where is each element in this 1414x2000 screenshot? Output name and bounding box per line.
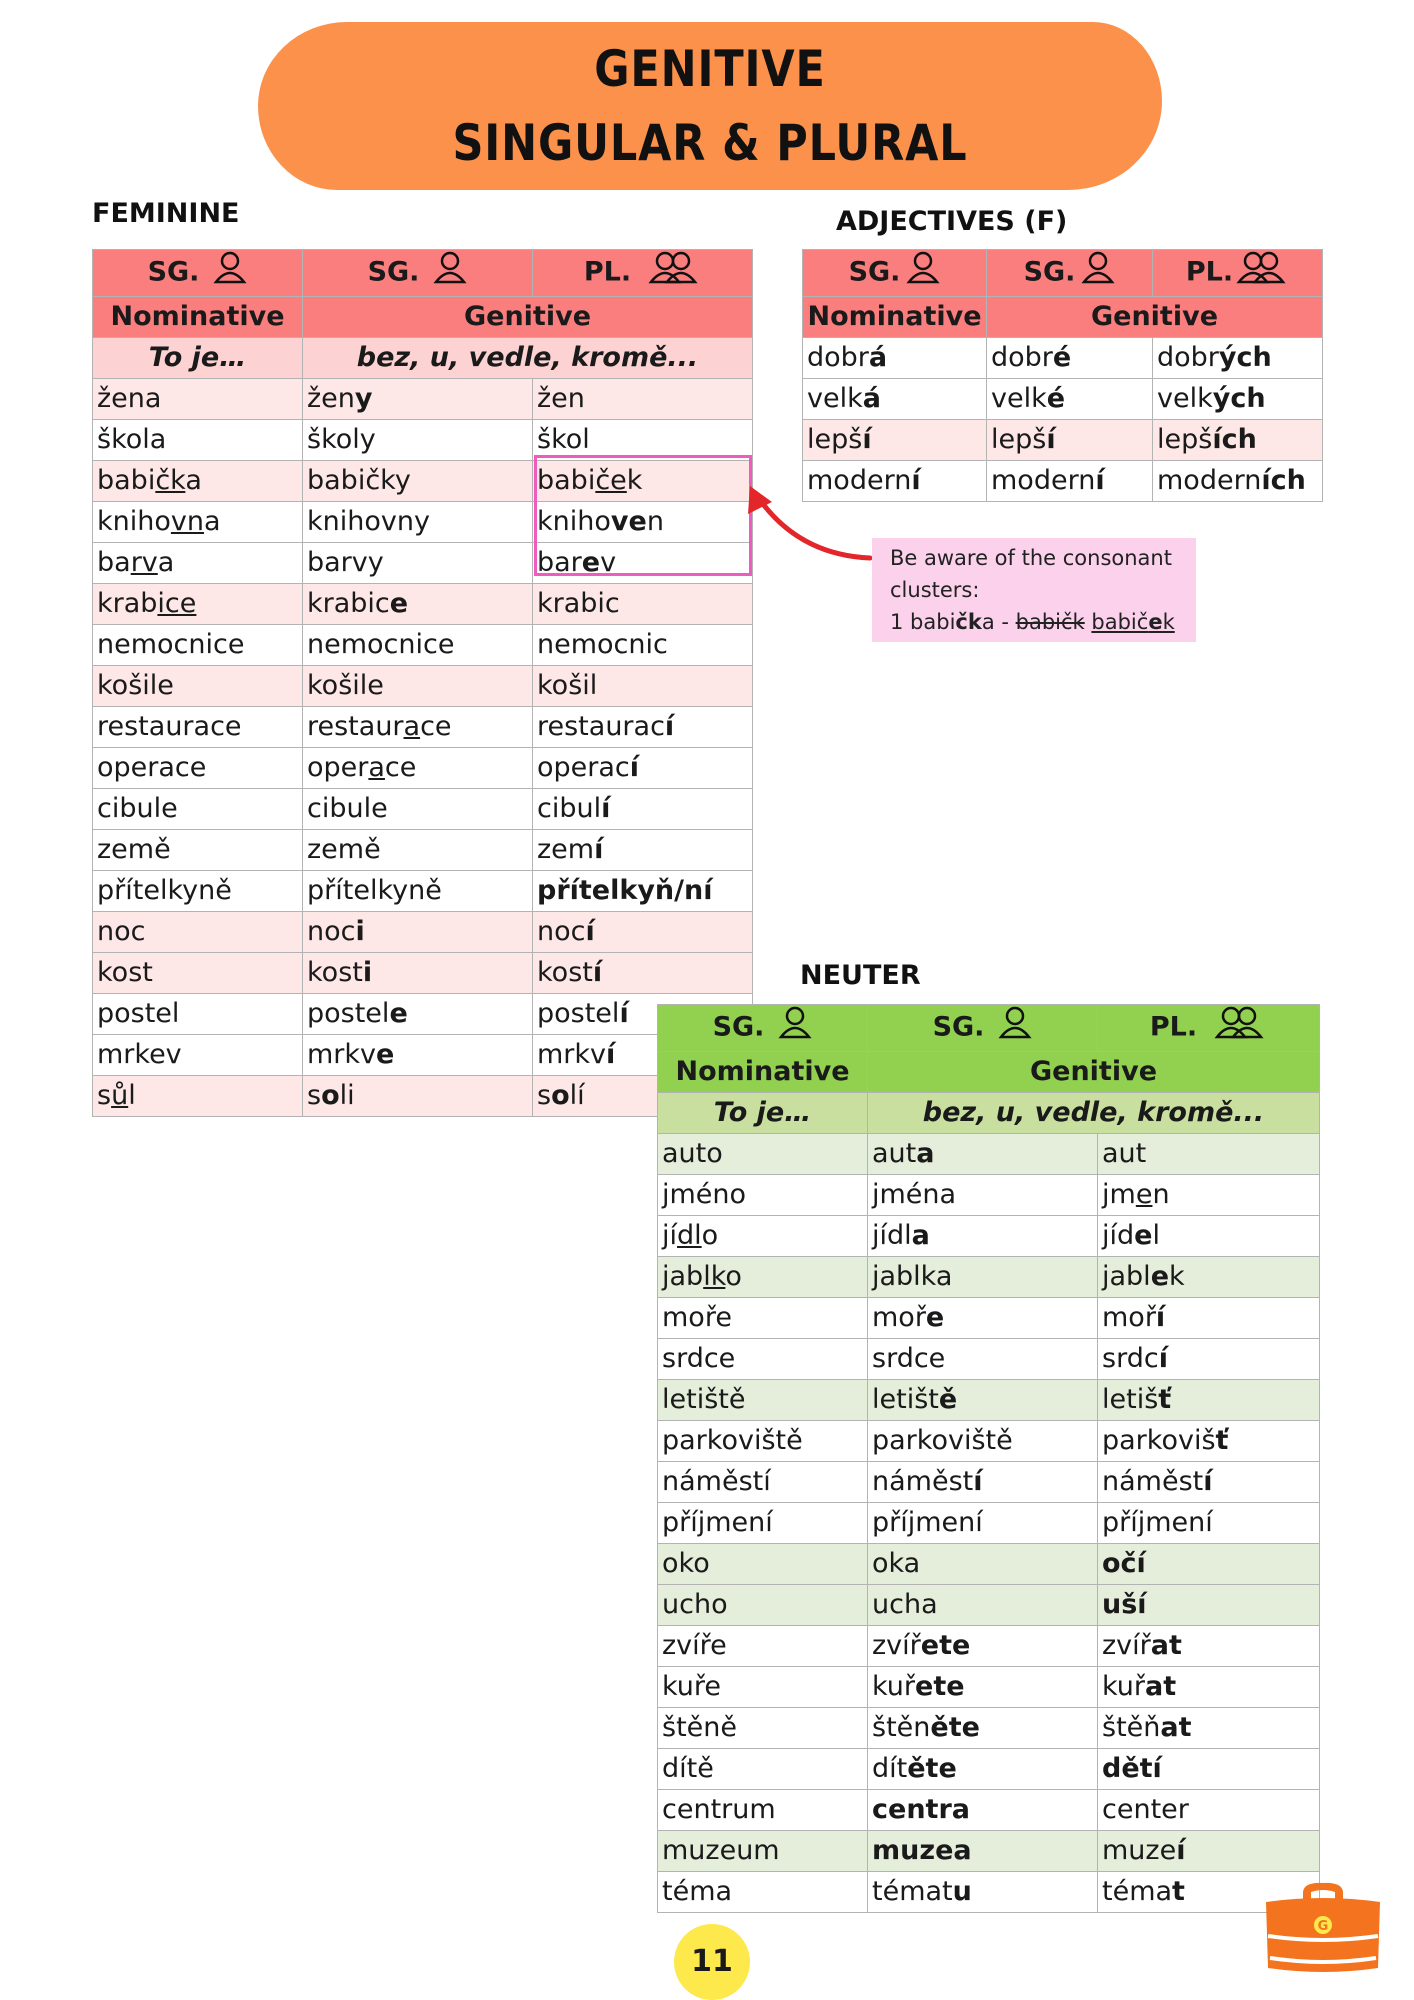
neuter-nom-cell: muzeum [658, 1831, 868, 1872]
neuter-gen-sg-cell: oka [868, 1544, 1098, 1585]
neuter-gen-sg-cell: dítěte [868, 1749, 1098, 1790]
feminine-row [93, 871, 753, 912]
neuter-gen-pl-cell: očí [1098, 1544, 1320, 1585]
feminine-nom-cell: sůl [93, 1076, 303, 1117]
neuter-nom-cell: parkoviště [658, 1421, 868, 1462]
feminine-row [93, 584, 753, 625]
neuter-row [658, 1462, 1320, 1503]
feminine-gen-sg-cell: kosti [303, 953, 533, 994]
neuter-gen-pl-cell: jablek [1098, 1257, 1320, 1298]
neuter-gen-pl-cell: letišť [1098, 1380, 1320, 1421]
consonant-note [872, 538, 1196, 642]
neuter-gen-sg-cell: jablka [868, 1257, 1098, 1298]
adjectives-table [802, 249, 1323, 502]
neuter-nom-cell: ucho [658, 1585, 868, 1626]
person-icon [213, 250, 247, 296]
neuter-nom-cell: jablko [658, 1257, 868, 1298]
feminine-nom-cell: restaurace [93, 707, 303, 748]
page-title [321, 22, 1098, 180]
neuter-gen-pl-cell: jmen [1098, 1175, 1320, 1216]
neuter-row [658, 1339, 1320, 1380]
neuter-nom-cell: jídlo [658, 1216, 868, 1257]
neuter-label: NEUTER [800, 960, 921, 991]
person-icon [778, 1005, 812, 1051]
feminine-gen-pl-cell: solí [533, 1076, 753, 1117]
feminine-nom-cell: postel [93, 994, 303, 1035]
feminine-gen-pl-cell: operací [533, 748, 753, 789]
neuter-gen-pl-cell: kuřat [1098, 1667, 1320, 1708]
svg-text:G: G [1317, 1919, 1329, 1934]
neuter-gen-sg-cell: zvířete [868, 1626, 1098, 1667]
feminine-nom-cell: noc [93, 912, 303, 953]
title-line-1: GENITIVE [594, 40, 826, 98]
neuter-table [657, 1004, 1320, 1913]
feminine-gen-pl-cell: nemocnic [533, 625, 753, 666]
adjective-gen-sg-cell: dobré [987, 338, 1153, 379]
feminine-gen-sg-cell: noci [303, 912, 533, 953]
neuter-gen-pl-cell: parkovišť [1098, 1421, 1320, 1462]
neuter-gen-pl-cell: zvířat [1098, 1626, 1320, 1667]
feminine-gen-pl-cell: kostí [533, 953, 753, 994]
neuter-gen-pl-cell: dětí [1098, 1749, 1320, 1790]
neuter-gen-pl-cell: témat [1098, 1872, 1320, 1913]
neu-nominative-header: Nominative [658, 1052, 868, 1093]
fem-genitive-header: Genitive [303, 297, 753, 338]
fem-pl-header: PL. [533, 250, 753, 297]
adj-sg-header: SG. [803, 250, 987, 297]
neu-prepositions: bez, u, vedle, kromě... [868, 1093, 1320, 1134]
feminine-nom-cell: košile [93, 666, 303, 707]
neuter-nom-cell: moře [658, 1298, 868, 1339]
feminine-nom-cell: přítelkyně [93, 871, 303, 912]
people-icon [1211, 1005, 1267, 1051]
neuter-row [658, 1257, 1320, 1298]
feminine-nom-cell: kost [93, 953, 303, 994]
feminine-row [93, 830, 753, 871]
people-icon [1233, 250, 1289, 296]
feminine-gen-sg-cell: barvy [303, 543, 533, 584]
person-icon [433, 250, 467, 296]
feminine-row [93, 953, 753, 994]
neuter-gen-sg-cell: příjmení [868, 1503, 1098, 1544]
neuter-gen-sg-cell: moře [868, 1298, 1098, 1339]
adj-nominative-header: Nominative [803, 297, 987, 338]
feminine-gen-pl-cell: cibulí [533, 789, 753, 830]
note-line-2: clusters: [890, 578, 980, 602]
neuter-gen-sg-cell: tématu [868, 1872, 1098, 1913]
adjective-gen-pl-cell: dobrých [1153, 338, 1323, 379]
adjective-gen-pl-cell: moderních [1153, 461, 1323, 502]
adj-sg-header-2: SG. [987, 250, 1153, 297]
neuter-gen-sg-cell: letiště [868, 1380, 1098, 1421]
neuter-gen-sg-cell: kuřete [868, 1667, 1098, 1708]
adjective-nom-cell: velká [803, 379, 987, 420]
neuter-nom-cell: jméno [658, 1175, 868, 1216]
neuter-row [658, 1831, 1320, 1872]
feminine-gen-pl-cell: knihoven [533, 502, 753, 543]
neuter-row [658, 1503, 1320, 1544]
feminine-nom-cell: škola [93, 420, 303, 461]
feminine-nom-cell: mrkev [93, 1035, 303, 1076]
person-icon [1081, 250, 1115, 296]
feminine-gen-sg-cell: přítelkyně [303, 871, 533, 912]
feminine-gen-sg-cell: nemocnice [303, 625, 533, 666]
neuter-row [658, 1134, 1320, 1175]
neuter-row [658, 1872, 1320, 1913]
neuter-gen-sg-cell: centra [868, 1790, 1098, 1831]
neuter-gen-pl-cell: srdcí [1098, 1339, 1320, 1380]
neuter-gen-pl-cell: uší [1098, 1585, 1320, 1626]
adjective-nom-cell: moderní [803, 461, 987, 502]
neu-sg-header-2: SG. [868, 1005, 1098, 1052]
feminine-row [93, 1035, 753, 1076]
feminine-nom-cell: cibule [93, 789, 303, 830]
neuter-gen-sg-cell: ucha [868, 1585, 1098, 1626]
feminine-nom-cell: nemocnice [93, 625, 303, 666]
neuter-gen-pl-cell: štěňat [1098, 1708, 1320, 1749]
adjective-row [803, 420, 1323, 461]
feminine-gen-sg-cell: mrkve [303, 1035, 533, 1076]
neuter-gen-pl-cell: center [1098, 1790, 1320, 1831]
feminine-gen-sg-cell: krabice [303, 584, 533, 625]
neuter-row [658, 1667, 1320, 1708]
adj-genitive-header: Genitive [987, 297, 1323, 338]
feminine-gen-sg-cell: babičky [303, 461, 533, 502]
feminine-gen-pl-cell: žen [533, 379, 753, 420]
neu-to-je: To je… [658, 1093, 868, 1134]
neuter-gen-pl-cell: jídel [1098, 1216, 1320, 1257]
feminine-nom-cell: barva [93, 543, 303, 584]
feminine-nom-cell: krabice [93, 584, 303, 625]
adjectives-label: ADJECTIVES (F) [836, 206, 1068, 237]
neuter-gen-sg-cell: jídla [868, 1216, 1098, 1257]
adjective-gen-sg-cell: moderní [987, 461, 1153, 502]
feminine-gen-pl-cell: krabic [533, 584, 753, 625]
briefcase-logo-icon [1258, 1880, 1388, 1980]
feminine-gen-pl-cell: škol [533, 420, 753, 461]
neuter-gen-pl-cell: muzeí [1098, 1831, 1320, 1872]
feminine-nom-cell: knihovna [93, 502, 303, 543]
feminine-row [93, 666, 753, 707]
neuter-gen-sg-cell: jména [868, 1175, 1098, 1216]
neuter-nom-cell: dítě [658, 1749, 868, 1790]
neuter-nom-cell: příjmení [658, 1503, 868, 1544]
person-icon [998, 1005, 1032, 1051]
neuter-nom-cell: oko [658, 1544, 868, 1585]
adjective-gen-sg-cell: lepší [987, 420, 1153, 461]
feminine-gen-sg-cell: restaurace [303, 707, 533, 748]
fem-sg-header-2: SG. [303, 250, 533, 297]
note-line-1: Be aware of the consonant [890, 546, 1172, 570]
neuter-row [658, 1749, 1320, 1790]
neuter-nom-cell: srdce [658, 1339, 868, 1380]
neuter-row [658, 1544, 1320, 1585]
neuter-nom-cell: zvíře [658, 1626, 868, 1667]
feminine-row [93, 912, 753, 953]
adjective-gen-pl-cell: velkých [1153, 379, 1323, 420]
neuter-gen-sg-cell: náměstí [868, 1462, 1098, 1503]
neuter-nom-cell: centrum [658, 1790, 868, 1831]
feminine-gen-sg-cell: školy [303, 420, 533, 461]
neuter-nom-cell: kuře [658, 1667, 868, 1708]
neuter-row [658, 1216, 1320, 1257]
fem-prepositions: bez, u, vedle, kromě... [303, 338, 753, 379]
adjective-row [803, 379, 1323, 420]
neuter-row [658, 1790, 1320, 1831]
neuter-gen-sg-cell: auta [868, 1134, 1098, 1175]
neuter-row [658, 1298, 1320, 1339]
note-line-3: 1 babička - babičk babiček [890, 610, 1175, 634]
feminine-gen-sg-cell: země [303, 830, 533, 871]
person-icon [906, 250, 940, 296]
neuter-gen-pl-cell: aut [1098, 1134, 1320, 1175]
feminine-gen-pl-cell: mrkví [533, 1035, 753, 1076]
feminine-gen-pl-cell: barev [533, 543, 753, 584]
adjective-gen-pl-cell: lepších [1153, 420, 1323, 461]
feminine-row [93, 789, 753, 830]
adjective-row [803, 461, 1323, 502]
page-number: 11 [674, 1924, 750, 2000]
feminine-gen-sg-cell: operace [303, 748, 533, 789]
neuter-gen-sg-cell: parkoviště [868, 1421, 1098, 1462]
neuter-row [658, 1175, 1320, 1216]
arrow-icon [720, 480, 880, 570]
neu-genitive-header: Genitive [868, 1052, 1320, 1093]
neuter-nom-cell: téma [658, 1872, 868, 1913]
adjective-nom-cell: dobrá [803, 338, 987, 379]
feminine-gen-sg-cell: knihovny [303, 502, 533, 543]
feminine-gen-pl-cell: restaurací [533, 707, 753, 748]
feminine-row [93, 625, 753, 666]
feminine-gen-pl-cell: zemí [533, 830, 753, 871]
feminine-gen-pl-cell: postelí [533, 994, 753, 1035]
feminine-table [92, 249, 753, 1117]
adj-pl-header: PL. [1153, 250, 1323, 297]
fem-to-je: To je… [93, 338, 303, 379]
neuter-row [658, 1421, 1320, 1462]
neuter-row [658, 1708, 1320, 1749]
neuter-row [658, 1626, 1320, 1667]
neuter-nom-cell: auto [658, 1134, 868, 1175]
neuter-gen-pl-cell: moří [1098, 1298, 1320, 1339]
fem-nominative-header: Nominative [93, 297, 303, 338]
feminine-gen-sg-cell: cibule [303, 789, 533, 830]
feminine-nom-cell: babička [93, 461, 303, 502]
feminine-row [93, 379, 753, 420]
feminine-gen-pl-cell: babiček [533, 461, 753, 502]
neuter-gen-sg-cell: muzea [868, 1831, 1098, 1872]
neuter-gen-sg-cell: srdce [868, 1339, 1098, 1380]
neuter-row [658, 1585, 1320, 1626]
feminine-row [93, 707, 753, 748]
feminine-nom-cell: země [93, 830, 303, 871]
feminine-row [93, 1076, 753, 1117]
adjective-gen-sg-cell: velké [987, 379, 1153, 420]
neuter-gen-sg-cell: štěněte [868, 1708, 1098, 1749]
people-icon [645, 250, 701, 296]
feminine-gen-sg-cell: ženy [303, 379, 533, 420]
feminine-gen-sg-cell: košile [303, 666, 533, 707]
feminine-gen-sg-cell: soli [303, 1076, 533, 1117]
neuter-nom-cell: štěně [658, 1708, 868, 1749]
feminine-gen-sg-cell: postele [303, 994, 533, 1035]
neuter-nom-cell: letiště [658, 1380, 868, 1421]
feminine-row [93, 994, 753, 1035]
neuter-nom-cell: náměstí [658, 1462, 868, 1503]
feminine-nom-cell: operace [93, 748, 303, 789]
adjective-row [803, 338, 1323, 379]
feminine-gen-pl-cell: košil [533, 666, 753, 707]
adjective-nom-cell: lepší [803, 420, 987, 461]
neu-sg-header: SG. [658, 1005, 868, 1052]
feminine-gen-pl-cell: přítelkyň/ní [533, 871, 753, 912]
neuter-gen-pl-cell: příjmení [1098, 1503, 1320, 1544]
neu-pl-header: PL. [1098, 1005, 1320, 1052]
neuter-row [658, 1380, 1320, 1421]
feminine-gen-pl-cell: nocí [533, 912, 753, 953]
neuter-gen-pl-cell: náměstí [1098, 1462, 1320, 1503]
feminine-label: FEMININE [92, 198, 240, 229]
feminine-nom-cell: žena [93, 379, 303, 420]
title-line-2: SINGULAR & PLURAL [452, 114, 968, 172]
feminine-row [93, 748, 753, 789]
fem-sg-header: SG. [93, 250, 303, 297]
